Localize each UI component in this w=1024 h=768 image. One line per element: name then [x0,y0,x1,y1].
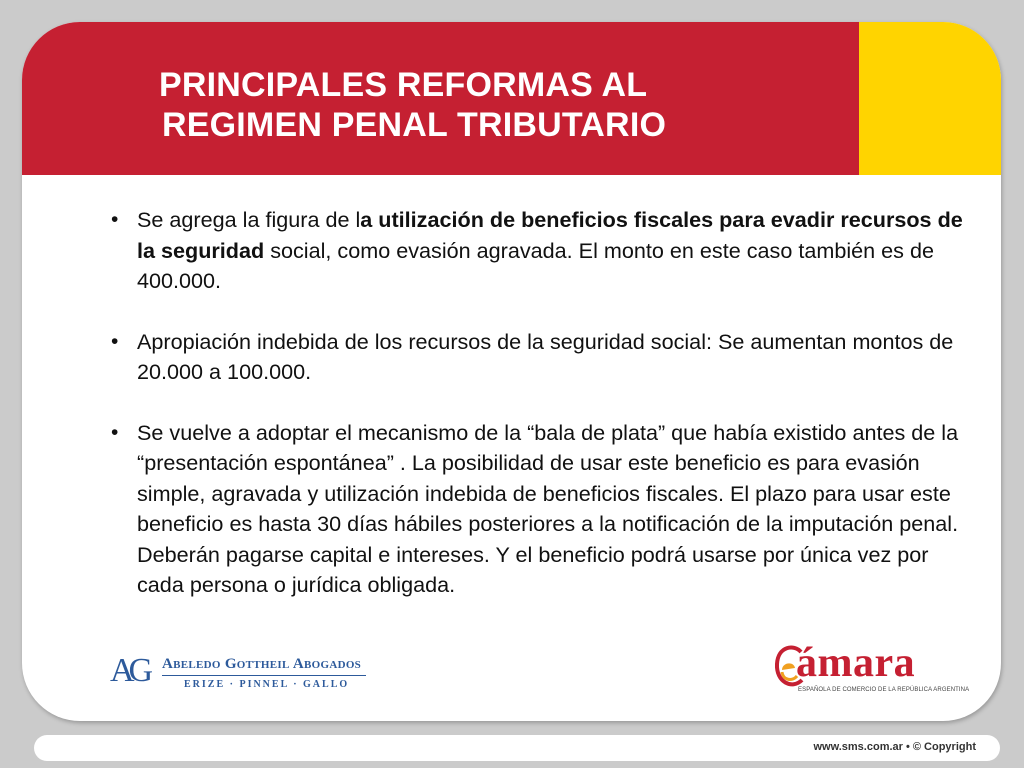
bullet-list [108,205,968,601]
title-line-2: REGIMEN PENAL TRIBUTARIO [162,106,667,144]
camara-tagline: ESPAÑOLA DE COMERCIO DE LA REPÚBLICA ARGENTINA [798,687,970,693]
ag-monogram: AG [110,652,148,689]
title-line-1: PRINCIPALES REFORMAS AL [159,66,648,104]
bullet-item-2 [108,327,968,388]
slide-title [159,65,666,145]
bullet-icon: • [111,208,119,231]
slide-card [22,22,1001,721]
bullet-1-text-end: social, como evasión agravada. El monto en este caso también es de 400.000. [137,237,934,293]
bullet-1-bold-text: a utilización de beneficios fiscales para evadir recursos de la seguridad [137,207,963,263]
bullet-1-text-start: Se agrega la figura de l [137,207,361,232]
ag-partners: ERIZE · PINNEL · GALLO [184,679,350,690]
ag-firm-name: Abeledo Gottheil Abogados [162,656,362,672]
ag-divider [162,675,366,676]
yellow-accent-block [859,22,1001,175]
bullet-item-1 [108,205,968,297]
abeledo-gottheil-logo [110,650,370,694]
camara-wordmark: ámara [796,640,916,686]
bullet-icon: • [111,420,119,444]
footer-bar [34,735,1000,761]
bullet-icon: • [111,329,119,353]
bullet-2-text: Apropiación indebida de los recursos de la seguridad social: Se aumentan montos de 20.000 a 100.000. [137,328,954,384]
camara-logo [774,638,970,700]
footer-copyright: www.sms.com.ar • © Copyright [813,741,976,753]
bullet-3-text: Se vuelve a adoptar el mecanismo de la “bala de plata” que había existido antes de la “presentación espontánea” . La posibilidad de usar este beneficio es para evasión simple, agravada y utilización indebida de beneficios fiscales. El plazo para usar este beneficio es hasta 30 días hábiles posteriores a la notificación de la imputación penal. Deberán pagarse capital e intereses. Y el beneficio podrá usarse por única vez por cada persona o jurídica obligada. [137,419,959,597]
bullet-item-3 [108,418,968,601]
